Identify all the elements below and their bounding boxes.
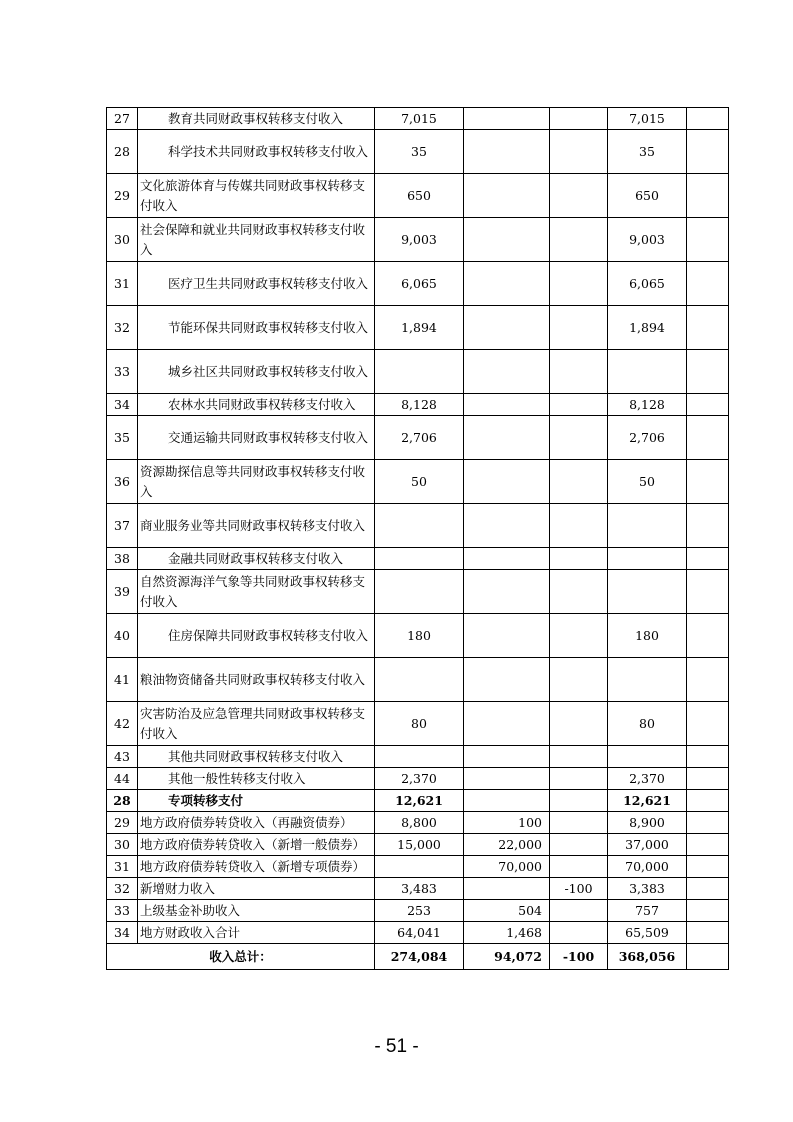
row-value-e (687, 900, 729, 922)
revenue-table-container (106, 107, 708, 970)
row-number: 37 (107, 504, 138, 548)
row-value-c (550, 350, 608, 394)
row-item-name: 其他一般性转移支付收入 (138, 768, 375, 790)
row-number: 34 (107, 394, 138, 416)
row-value-d: 7,015 (608, 108, 687, 130)
row-value-d (608, 746, 687, 768)
row-value-e (687, 108, 729, 130)
row-value-d: 8,900 (608, 812, 687, 834)
row-value-a: 1,894 (375, 306, 464, 350)
row-value-e (687, 614, 729, 658)
row-number: 32 (107, 878, 138, 900)
row-value-c (550, 768, 608, 790)
row-value-b (464, 218, 550, 262)
row-value-a: 35 (375, 130, 464, 174)
table-row (107, 768, 729, 790)
table-row (107, 218, 729, 262)
row-value-d: 3,383 (608, 878, 687, 900)
table-row (107, 922, 729, 944)
row-value-c (550, 570, 608, 614)
revenue-table (106, 107, 729, 970)
row-value-b (464, 746, 550, 768)
row-value-e (687, 350, 729, 394)
row-value-d: 6,065 (608, 262, 687, 306)
row-value-e (687, 416, 729, 460)
row-value-d: 2,370 (608, 768, 687, 790)
row-value-b (464, 702, 550, 746)
row-value-e (687, 504, 729, 548)
row-number: 41 (107, 658, 138, 702)
total-value-b: 94,072 (464, 944, 550, 970)
page-number: - 51 - (374, 1036, 419, 1057)
row-value-c (550, 460, 608, 504)
row-value-a: 15,000 (375, 834, 464, 856)
row-value-e (687, 856, 729, 878)
row-value-d: 70,000 (608, 856, 687, 878)
row-value-a (375, 856, 464, 878)
row-value-e (687, 768, 729, 790)
row-item-name: 上级基金补助收入 (138, 900, 375, 922)
row-value-d: 8,128 (608, 394, 687, 416)
row-value-b: 22,000 (464, 834, 550, 856)
row-value-a: 8,800 (375, 812, 464, 834)
row-item-name: 地方政府债券转贷收入（再融资债券） (138, 812, 375, 834)
row-value-d (608, 504, 687, 548)
row-number: 31 (107, 262, 138, 306)
row-item-name: 资源勘探信息等共同财政事权转移支付收入 (138, 460, 375, 504)
row-value-e (687, 878, 729, 900)
row-value-a: 50 (375, 460, 464, 504)
row-number: 33 (107, 900, 138, 922)
row-number: 34 (107, 922, 138, 944)
total-value-e (687, 944, 729, 970)
total-value-a: 274,084 (375, 944, 464, 970)
row-value-d: 50 (608, 460, 687, 504)
row-item-name: 新增财力收入 (138, 878, 375, 900)
table-row (107, 614, 729, 658)
row-value-e (687, 460, 729, 504)
row-number: 33 (107, 350, 138, 394)
row-value-d (608, 350, 687, 394)
table-row (107, 548, 729, 570)
row-number: 27 (107, 108, 138, 130)
row-item-name: 住房保障共同财政事权转移支付收入 (138, 614, 375, 658)
row-value-e (687, 834, 729, 856)
row-value-a (375, 570, 464, 614)
row-item-name: 交通运输共同财政事权转移支付收入 (138, 416, 375, 460)
table-row (107, 504, 729, 548)
row-value-d: 37,000 (608, 834, 687, 856)
row-value-b (464, 878, 550, 900)
row-number: 44 (107, 768, 138, 790)
row-value-b (464, 108, 550, 130)
row-value-a (375, 350, 464, 394)
table-row (107, 702, 729, 746)
row-value-a: 9,003 (375, 218, 464, 262)
table-row (107, 174, 729, 218)
row-number: 43 (107, 746, 138, 768)
table-row (107, 350, 729, 394)
row-value-b (464, 548, 550, 570)
row-item-name: 医疗卫生共同财政事权转移支付收入 (138, 262, 375, 306)
total-value-d: 368,056 (608, 944, 687, 970)
row-item-name: 金融共同财政事权转移支付收入 (138, 548, 375, 570)
table-row (107, 306, 729, 350)
table-row (107, 900, 729, 922)
row-value-b (464, 504, 550, 548)
row-value-e (687, 218, 729, 262)
row-value-a: 64,041 (375, 922, 464, 944)
row-value-d: 1,894 (608, 306, 687, 350)
row-number: 28 (107, 130, 138, 174)
row-number: 31 (107, 856, 138, 878)
row-value-b (464, 262, 550, 306)
row-item-name: 地方政府债券转贷收入（新增一般债券） (138, 834, 375, 856)
row-value-b (464, 460, 550, 504)
row-item-name: 节能环保共同财政事权转移支付收入 (138, 306, 375, 350)
row-value-a: 80 (375, 702, 464, 746)
table-row (107, 658, 729, 702)
row-value-b (464, 350, 550, 394)
table-row (107, 856, 729, 878)
row-value-c (550, 812, 608, 834)
row-value-e (687, 394, 729, 416)
row-value-a (375, 746, 464, 768)
row-value-b: 504 (464, 900, 550, 922)
row-value-e (687, 812, 729, 834)
row-item-name: 城乡社区共同财政事权转移支付收入 (138, 350, 375, 394)
row-value-d (608, 658, 687, 702)
table-row (107, 108, 729, 130)
row-value-e (687, 658, 729, 702)
total-value-c: -100 (550, 944, 608, 970)
row-value-e (687, 130, 729, 174)
table-row (107, 878, 729, 900)
row-value-e (687, 746, 729, 768)
row-value-c (550, 130, 608, 174)
row-item-name: 粮油物资储备共同财政事权转移支付收入 (138, 658, 375, 702)
row-value-a: 650 (375, 174, 464, 218)
total-row (107, 944, 729, 970)
row-value-c (550, 746, 608, 768)
row-value-d: 9,003 (608, 218, 687, 262)
row-value-a: 253 (375, 900, 464, 922)
row-value-a: 2,370 (375, 768, 464, 790)
row-value-c (550, 504, 608, 548)
table-row (107, 130, 729, 174)
row-value-d: 80 (608, 702, 687, 746)
row-value-a: 180 (375, 614, 464, 658)
row-value-c (550, 108, 608, 130)
row-item-name: 专项转移支付 (138, 790, 375, 812)
revenue-table-body (107, 108, 729, 944)
row-value-c (550, 394, 608, 416)
row-value-e (687, 174, 729, 218)
row-value-b (464, 306, 550, 350)
table-row (107, 812, 729, 834)
row-value-d (608, 548, 687, 570)
row-item-name: 教育共同财政事权转移支付收入 (138, 108, 375, 130)
row-value-c (550, 702, 608, 746)
row-number: 42 (107, 702, 138, 746)
row-value-e (687, 262, 729, 306)
row-item-name: 社会保障和就业共同财政事权转移支付收入 (138, 218, 375, 262)
row-value-c (550, 922, 608, 944)
row-value-d: 180 (608, 614, 687, 658)
row-value-a: 12,621 (375, 790, 464, 812)
row-value-b (464, 570, 550, 614)
row-number: 29 (107, 812, 138, 834)
total-label: 收入总计： (107, 944, 375, 970)
row-value-d: 12,621 (608, 790, 687, 812)
row-value-e (687, 702, 729, 746)
row-value-a (375, 658, 464, 702)
table-row (107, 746, 729, 768)
row-item-name: 其他共同财政事权转移支付收入 (138, 746, 375, 768)
row-item-name: 地方财政收入合计 (138, 922, 375, 944)
row-item-name: 地方政府债券转贷收入（新增专项债券） (138, 856, 375, 878)
row-value-a: 7,015 (375, 108, 464, 130)
row-value-e (687, 306, 729, 350)
row-value-b (464, 658, 550, 702)
row-value-c (550, 834, 608, 856)
row-value-c (550, 174, 608, 218)
row-number: 39 (107, 570, 138, 614)
row-value-c (550, 306, 608, 350)
row-value-a (375, 504, 464, 548)
row-number: 40 (107, 614, 138, 658)
row-value-d: 757 (608, 900, 687, 922)
row-value-e (687, 548, 729, 570)
row-value-a (375, 548, 464, 570)
row-value-b: 1,468 (464, 922, 550, 944)
row-number: 30 (107, 218, 138, 262)
row-value-b (464, 416, 550, 460)
table-row (107, 570, 729, 614)
row-value-c (550, 658, 608, 702)
table-row (107, 460, 729, 504)
table-row (107, 416, 729, 460)
row-value-c: -100 (550, 878, 608, 900)
row-number: 30 (107, 834, 138, 856)
row-value-b (464, 768, 550, 790)
row-value-c (550, 614, 608, 658)
row-item-name: 自然资源海洋气象等共同财政事权转移支付收入 (138, 570, 375, 614)
row-value-c (550, 548, 608, 570)
table-row (107, 834, 729, 856)
row-value-b (464, 394, 550, 416)
table-row (107, 394, 729, 416)
row-item-name: 灾害防治及应急管理共同财政事权转移支付收入 (138, 702, 375, 746)
row-value-c (550, 900, 608, 922)
row-value-d: 35 (608, 130, 687, 174)
row-value-a: 2,706 (375, 416, 464, 460)
row-item-name: 科学技术共同财政事权转移支付收入 (138, 130, 375, 174)
row-value-d: 65,509 (608, 922, 687, 944)
row-value-c (550, 416, 608, 460)
row-value-e (687, 790, 729, 812)
row-value-b (464, 790, 550, 812)
row-value-c (550, 262, 608, 306)
row-number: 28 (107, 790, 138, 812)
row-value-d (608, 570, 687, 614)
row-number: 35 (107, 416, 138, 460)
row-item-name: 农林水共同财政事权转移支付收入 (138, 394, 375, 416)
row-item-name: 商业服务业等共同财政事权转移支付收入 (138, 504, 375, 548)
table-row (107, 262, 729, 306)
row-value-e (687, 922, 729, 944)
row-value-a: 3,483 (375, 878, 464, 900)
table-row (107, 790, 729, 812)
row-value-c (550, 856, 608, 878)
row-value-e (687, 570, 729, 614)
row-value-b: 100 (464, 812, 550, 834)
row-value-b (464, 614, 550, 658)
row-value-c (550, 790, 608, 812)
row-value-b (464, 130, 550, 174)
row-value-d: 650 (608, 174, 687, 218)
row-value-b: 70,000 (464, 856, 550, 878)
row-value-c (550, 218, 608, 262)
row-number: 36 (107, 460, 138, 504)
row-value-a: 8,128 (375, 394, 464, 416)
row-value-b (464, 174, 550, 218)
row-item-name: 文化旅游体育与传媒共同财政事权转移支付收入 (138, 174, 375, 218)
row-number: 29 (107, 174, 138, 218)
row-value-a: 6,065 (375, 262, 464, 306)
row-value-d: 2,706 (608, 416, 687, 460)
row-number: 32 (107, 306, 138, 350)
row-number: 38 (107, 548, 138, 570)
